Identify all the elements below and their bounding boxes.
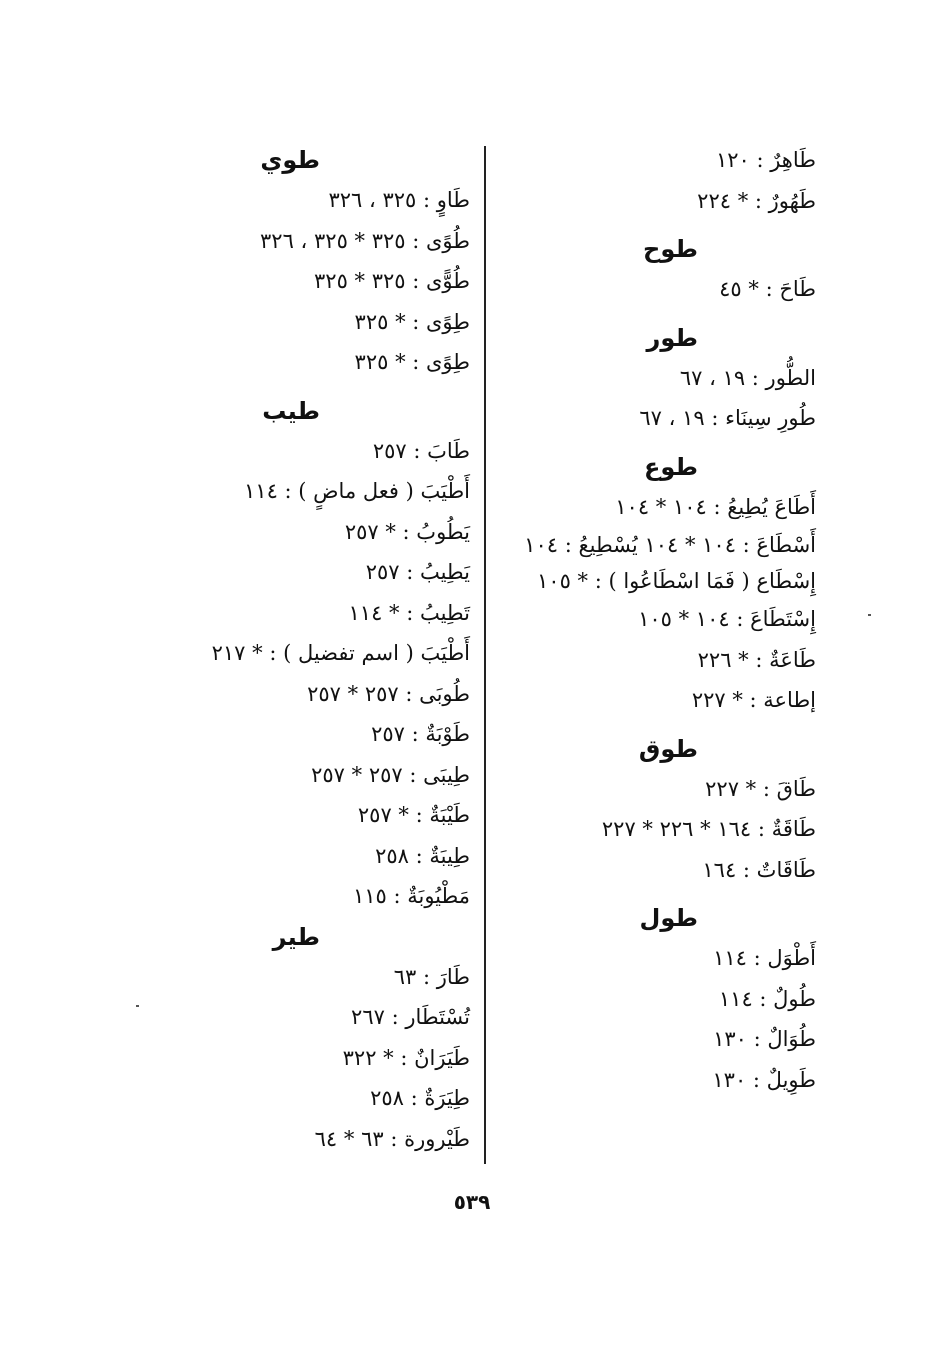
entry: طَاقَةٌ : ١٦٤ * ٢٢٦ * ٢٢٧ <box>601 817 816 841</box>
page-number: ٥٣٩ <box>453 1190 491 1214</box>
entry: طَاحَ : * ٤٥ <box>719 277 816 301</box>
entry: طَيَرَانٌ : * ٣٢٢ <box>342 1045 470 1070</box>
entry: مَطْيُوبَةٌ : ١١٥ <box>352 884 470 908</box>
root-heading: طور <box>646 323 698 352</box>
scan-speck <box>868 614 871 616</box>
root-heading: طوي <box>260 146 320 174</box>
entry: طَهُورٌ : * ٢٢٤ <box>697 188 816 213</box>
entry: يَطِيبُ : ٢٥٧ <box>365 560 470 584</box>
entry: طَوِيلٌ : ١٣٠ <box>712 1067 816 1092</box>
scan-speck <box>136 1005 139 1007</box>
root-heading: طير <box>272 922 320 951</box>
entry: تَطِيبُ : * ١١٤ <box>348 600 470 625</box>
entry: طُوَالٌ : ١٣٠ <box>713 1027 816 1051</box>
entry: طُوبَى : ٢٥٧ * ٢٥٧ <box>307 681 470 706</box>
entry: طُورِ سِينَاء : ١٩ ، ٦٧ <box>639 406 816 430</box>
entry: طُوًى : ٣٢٥ * ٣٢٥ ، ٣٢٦ <box>260 228 470 253</box>
entry: طِيبَةٌ : ٢٥٨ <box>375 843 470 868</box>
entry: طَاقَاتٌ : ١٦٤ <box>702 857 816 882</box>
entry: طِيَرَةٌ : ٢٥٨ <box>370 1086 470 1110</box>
entry: إِسْتَطَاعَ : ١٠٤ * ١٠٥ <box>638 607 816 631</box>
entry: أَسْطَاعَ : ١٠٤ * ١٠٤ يُسْطِيعُ : ١٠٤ <box>524 533 816 557</box>
entry: أَطْيَبَ ( فعل ماضٍ ) : ١١٤ <box>244 479 470 503</box>
root-heading: طول <box>639 904 698 932</box>
entry-group-tahara <box>466 140 816 221</box>
entry: أَطَاعَ يُطِيعُ : ١٠٤ * ١٠٤ <box>615 494 816 519</box>
root-heading: طوح <box>643 235 698 263</box>
entry: إِسْطَاع ( فَمَا اسْطَاعُوا ) : * ١٠٥ <box>537 569 816 593</box>
entry: طِوًى : * ٣٢٥ <box>354 309 470 334</box>
entry: طَيْبَةٌ : * ٢٥٧ <box>357 803 470 827</box>
entry: تُسْتَطَار : ٢٦٧ <box>351 1005 470 1029</box>
root-heading: طوع <box>643 452 698 481</box>
entry: أَطْوَل : ١١٤ <box>713 946 816 970</box>
entry: إطاعة : * ٢٢٧ <box>691 688 816 712</box>
root-heading: طوق <box>638 734 698 763</box>
entry: الطُّور : ١٩ ، ٦٧ <box>679 365 816 390</box>
entry: طِوًى : * ٣٢٥ <box>354 350 470 374</box>
entry: طَاهِرٌ : ١٢٠ <box>715 148 816 172</box>
left-column <box>140 140 470 1159</box>
entry: طَاوٍ : ٣٢٥ ، ٣٢٦ <box>328 188 470 212</box>
entry: طُولٌ : ١١٤ <box>718 986 816 1011</box>
entry: طُوًّى : ٣٢٥ * ٣٢٥ <box>314 269 470 293</box>
entry: طَاعَةٌ : * ٢٢٦ <box>697 647 816 672</box>
entry: طَاقَ : * ٢٢٧ <box>705 776 816 801</box>
root-heading: طيب <box>262 396 320 425</box>
entry: طَيْرورة : ٦٣ * ٦٤ <box>314 1126 470 1151</box>
entry: طَوْبَةٌ : ٢٥٧ <box>371 722 470 746</box>
entry: أَطْيَبَ ( اسم تفضيل ) : * ٢١٧ <box>211 641 470 665</box>
entry: طِيبَى : ٢٥٧ * ٢٥٧ <box>311 762 470 787</box>
column-divider <box>484 146 486 1164</box>
right-column <box>466 140 816 1100</box>
entry: يَطُوبُ : * ٢٥٧ <box>344 519 470 544</box>
entry: طَارَ : ٦٣ <box>393 964 470 989</box>
entry: طَابَ : ٢٥٧ <box>372 438 470 463</box>
